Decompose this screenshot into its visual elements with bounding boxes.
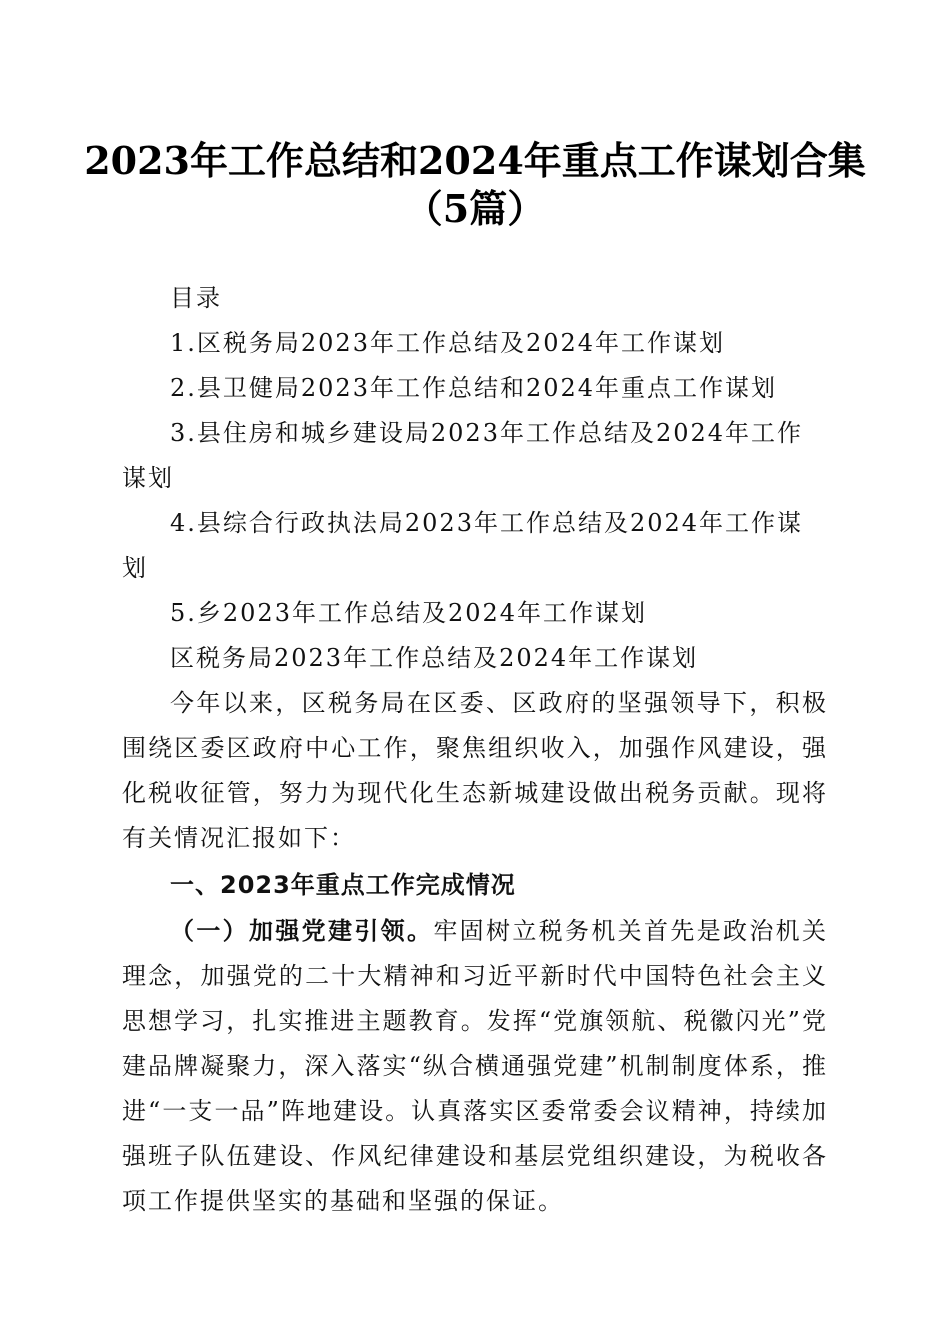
section-heading-1: 一、2023年重点工作完成情况 — [170, 871, 516, 899]
toc-item-2: 2.县卫健局2023年工作总结和2024年重点工作谋划 — [170, 374, 778, 402]
subsection-text-1: 牢固树立税务机关首先是政治机关理念，加强党的二十大精神和习近平新时代中国特色社会主义思想学习，扎实推进主题教育。发挥“党旗领航、税徽闪光”党建品牌凝聚力，深入落实“纵合横通强党建”机制制度体系，推进“一支一品”阵地建设。认真落实区委常委会议精神，持续加强班子队伍建设、作风纪律建设和基层党组织建设，为税收各项工作提供坚实的基础和坚强的保证。 — [122, 917, 829, 1215]
toc-item-3: 3.县住房和城乡建设局2023年工作总结及2024年工作谋划 — [122, 419, 804, 492]
subsection-paragraph-1 — [122, 908, 828, 1224]
toc-item-5: 5.乡2023年工作总结及2024年工作谋划 — [170, 599, 648, 627]
toc-item-1: 1.区税务局2023年工作总结及2024年工作谋划 — [170, 329, 726, 357]
subsection-lead-1: （一）加强党建引领。 — [170, 916, 434, 945]
intro-paragraph: 今年以来，区税务局在区委、区政府的坚强领导下，积极围绕区委区政府中心工作，聚焦组织收入，加强作风建设，强化税收征管，努力为现代化生态新城建设做出税务贡献。现将有关情况汇报如下： — [122, 689, 828, 852]
document-body — [122, 276, 828, 1224]
toc-item-4: 4.县综合行政执法局2023年工作总结及2024年工作谋划 — [122, 509, 804, 582]
toc-heading: 目录 — [170, 284, 222, 312]
article-title: 区税务局2023年工作总结及2024年工作谋划 — [170, 644, 699, 672]
document-title-line1: 2023年工作总结和2024年重点工作谋划合集 — [84, 138, 866, 183]
document-title-line2: （5篇） — [404, 186, 546, 231]
